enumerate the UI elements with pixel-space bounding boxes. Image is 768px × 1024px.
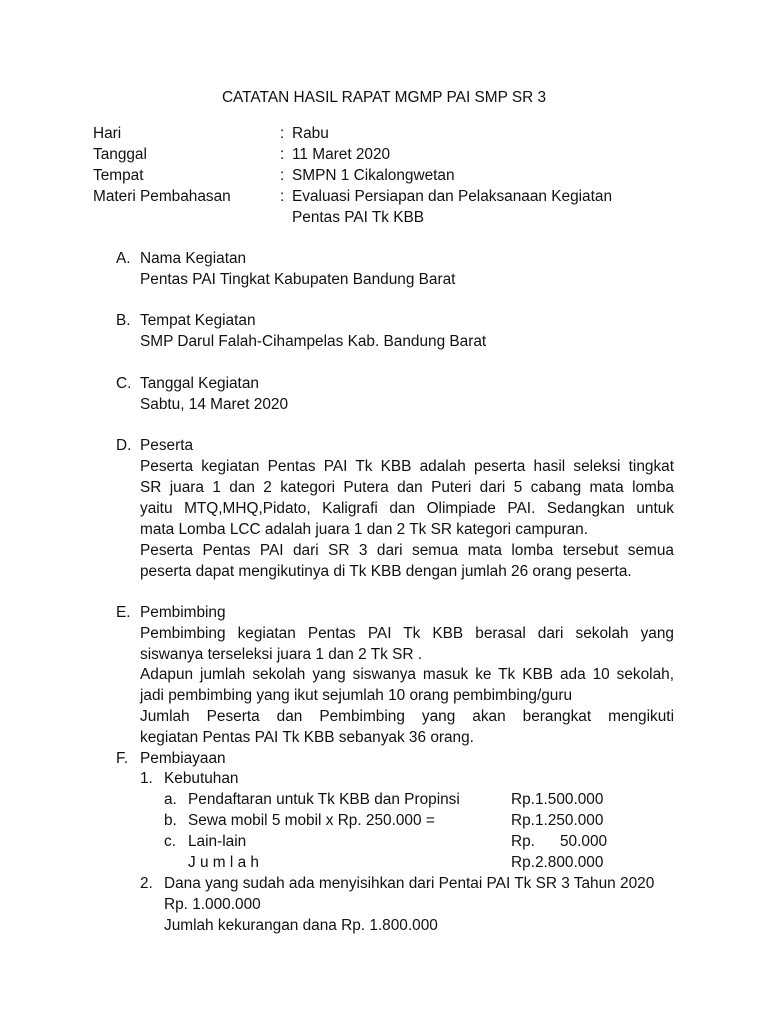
cost-item-amount: Rp.1.500.000: [511, 791, 604, 808]
info-colon: :: [280, 125, 285, 142]
info-label-hari: Hari: [93, 125, 122, 142]
subsection-1-heading: Kebutuhan: [164, 770, 239, 787]
section-d-line: mata Lomba LCC adalah juara 1 dan 2 Tk SR kategori campuran.: [140, 521, 589, 538]
info-value-materi-cont: Pentas PAI Tk KBB: [292, 209, 425, 226]
section-a-body: Pentas PAI Tingkat Kabupaten Bandung Barat: [140, 271, 456, 288]
cost-item-marker: c.: [164, 833, 176, 850]
cost-item-label: Lain-lain: [188, 833, 247, 850]
section-d-heading: Peserta: [140, 437, 194, 454]
section-f-heading: Pembiayaan: [140, 750, 226, 767]
cost-item-marker: b.: [164, 812, 177, 829]
section-e-line: Pembimbing kegiatan Pentas PAI Tk KBB berasal dari sekolah yang: [140, 625, 674, 642]
info-value-tempat: SMPN 1 Cikalongwetan: [292, 167, 455, 184]
info-colon: :: [280, 146, 285, 163]
section-b-heading: Tempat Kegiatan: [140, 312, 256, 329]
shortfall-line: Jumlah kekurangan dana Rp. 1.800.000: [164, 917, 438, 934]
section-e-line: Jumlah Peserta dan Pembimbing yang akan berangkat mengikuti: [140, 708, 674, 725]
section-e-line: jadi pembimbing yang ikut sejumlah 10 orang pembimbing/guru: [140, 687, 573, 704]
section-e-heading: Pembimbing: [140, 604, 226, 621]
document-title: CATATAN HASIL RAPAT MGMP PAI SMP SR 3: [221, 89, 547, 106]
cost-item-label: Pendaftaran untuk Tk KBB dan Propinsi: [188, 791, 460, 808]
cost-item-amount: Rp.1.250.000: [511, 812, 604, 829]
info-value-tanggal: 11 Maret 2020: [292, 146, 391, 163]
section-d-line: Peserta Pentas PAI dari SR 3 dari semua mata lomba tersebut semua: [140, 542, 674, 559]
section-a-marker: A.: [116, 250, 131, 267]
section-e-line: Adapun jumlah sekolah yang siswanya masuk ke Tk KBB ada 10 sekolah,: [140, 666, 674, 683]
section-b-marker: B.: [116, 312, 131, 329]
info-value-hari: Rabu: [292, 125, 329, 142]
subsection-1-marker: 1.: [140, 770, 153, 787]
section-d-marker: D.: [116, 437, 132, 454]
section-c-marker: C.: [116, 375, 132, 392]
subsection-2-amount: Rp. 1.000.000: [164, 896, 261, 913]
info-label-tanggal: Tanggal: [93, 146, 147, 163]
subsection-2-line: Dana yang sudah ada menyisihkan dari Pentai PAI Tk SR 3 Tahun 2020: [164, 875, 655, 892]
info-colon: :: [280, 188, 285, 205]
info-label-materi: Materi Pembahasan: [93, 188, 231, 205]
total-amount: Rp.2.800.000: [511, 854, 604, 871]
section-d-line: yaitu MTQ,MHQ,Pidato, Kaligrafi dan Olimpiade PAI. Sedangkan untuk: [140, 500, 674, 517]
section-f-marker: F.: [116, 750, 128, 767]
section-e-line: siswanya terseleksi juara 1 dan 2 Tk SR .: [140, 646, 423, 663]
section-b-body: SMP Darul Falah-Cihampelas Kab. Bandung Barat: [140, 333, 487, 350]
section-c-heading: Tanggal Kegiatan: [140, 375, 259, 392]
section-e-marker: E.: [116, 604, 131, 621]
cost-item-amount-prefix: Rp.: [511, 833, 535, 850]
section-d-line: Peserta kegiatan Pentas PAI Tk KBB adalah peserta hasil seleksi tingkat: [140, 458, 674, 475]
section-c-body: Sabtu, 14 Maret 2020: [140, 396, 289, 413]
cost-item-label: Sewa mobil 5 mobil x Rp. 250.000 =: [188, 812, 435, 829]
section-d-line: SR juara 1 dan 2 kategori Putera dan Puteri dari 5 cabang mata lomba: [140, 479, 674, 496]
cost-item-marker: a.: [164, 791, 177, 808]
section-d-line: peserta dapat mengikutinya di Tk KBB dengan jumlah 26 orang peserta.: [140, 563, 632, 580]
cost-item-amount: 50.000: [560, 833, 608, 850]
info-label-tempat: Tempat: [93, 167, 144, 184]
section-a-heading: Nama Kegiatan: [140, 250, 247, 267]
info-colon: :: [280, 167, 285, 184]
subsection-2-marker: 2.: [140, 875, 153, 892]
section-e-line: kegiatan Pentas PAI Tk KBB sebanyak 36 orang.: [140, 729, 474, 746]
total-label: J u m l a h: [188, 854, 259, 871]
info-value-materi: Evaluasi Persiapan dan Pelaksanaan Kegiatan: [292, 188, 613, 205]
